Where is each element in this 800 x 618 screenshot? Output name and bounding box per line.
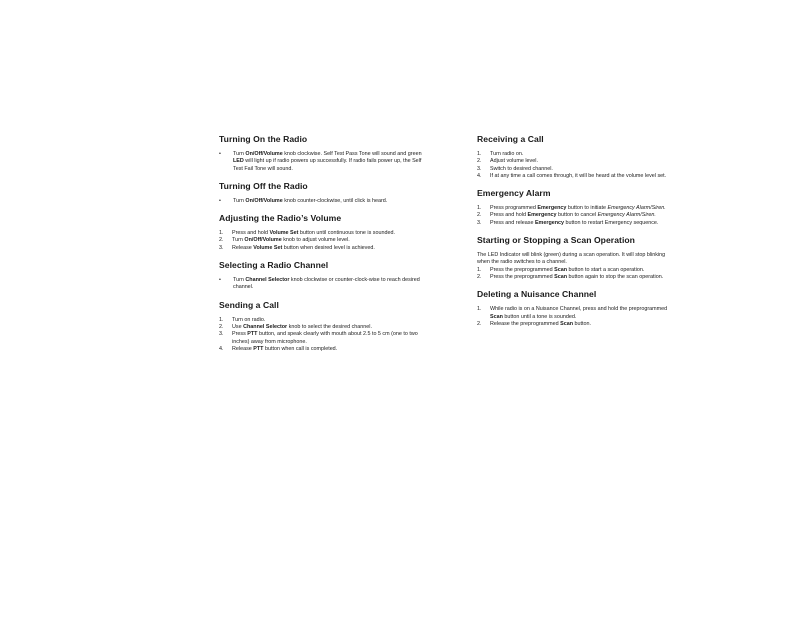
list-item [219, 277, 427, 292]
item-number: 4. [477, 172, 482, 179]
left-column [219, 134, 427, 361]
item-text: knob clockwise or counter-clock-wise to reach desired channel. [233, 277, 420, 291]
item-number: 2. [477, 158, 482, 165]
item-text: Turn [233, 277, 246, 284]
bold-term: Volume Set [253, 244, 283, 251]
list-item [477, 220, 673, 227]
section-selecting-a-radio-channel [219, 260, 427, 292]
item-number: 3. [219, 244, 224, 251]
section-heading: Adjusting the Radio’s Volume [219, 213, 342, 224]
item-number: 1. [477, 205, 482, 212]
numbered-list [477, 151, 673, 180]
bold-term: Channel Selector [245, 277, 290, 284]
item-number: 3. [477, 165, 482, 172]
bullet-icon: • [219, 151, 221, 157]
bold-term: Scan [490, 313, 503, 320]
list-item [219, 317, 427, 324]
item-text: Adjust volume level. [490, 158, 538, 165]
list-item [219, 346, 427, 353]
numbered-list [219, 230, 427, 252]
item-text: button to start a scan operation. [567, 266, 645, 273]
list-item [477, 173, 673, 180]
item-text: Press [232, 331, 248, 338]
item-text: Release [232, 345, 254, 352]
list-item [477, 274, 673, 281]
item-text: button when desired level is achieved. [282, 244, 375, 251]
item-number: 1. [219, 230, 224, 237]
item-text: knob to select the desired channel. [287, 323, 372, 330]
bullet-list [219, 277, 427, 292]
section-deleting-a-nuisance-channel [477, 289, 673, 328]
item-text: button. [573, 320, 591, 327]
item-text: knob counter-clockwise, until click is heard. [282, 197, 388, 204]
item-text: Press and hold [490, 212, 528, 219]
section-emergency-alarm [477, 188, 673, 227]
list-item [219, 324, 427, 331]
list-item [477, 306, 673, 321]
list-item [477, 166, 673, 173]
item-text: Press programmed [490, 205, 538, 212]
section-heading: Sending a Call [219, 299, 279, 310]
italic-term: Emergency Alarm/Siren. [607, 205, 666, 212]
bold-term: Scan [554, 266, 568, 273]
bold-term: Emergency [527, 212, 557, 219]
item-text: button again to stop the scan operation. [567, 273, 664, 280]
list-item [219, 245, 427, 252]
numbered-list [219, 317, 427, 353]
bold-term: On/Off/Volume [245, 151, 283, 157]
section-adjusting-the-radio-s-volume [219, 213, 427, 252]
bold-term: Scan [560, 320, 574, 327]
item-text: Turn on radio. [232, 316, 266, 323]
section-turning-off-the-radio [219, 181, 427, 205]
item-text: knob to adjust volume level. [281, 237, 350, 244]
item-text: button, and speak clearly with mouth about 2.5 to 5 cm (one to two inches) away from microphone. [232, 331, 418, 345]
section-heading: Receiving a Call [477, 134, 544, 144]
bold-term: LED [233, 158, 244, 165]
bold-term: Emergency [534, 219, 565, 226]
item-text: button to restart Emergency sequence. [564, 219, 659, 226]
list-item [477, 321, 673, 328]
section-heading: Starting or Stopping a Scan Operation [477, 235, 635, 246]
item-text: Turn [233, 197, 246, 204]
bold-term: On/Off/Volume [245, 197, 283, 204]
item-number: 4. [219, 345, 224, 352]
item-text: will light up if radio powers up successfully. If radio fails power up, the Self Test Fail Tone will sound. [233, 158, 422, 172]
item-text: Release [232, 244, 254, 251]
item-text: button to initiate [566, 205, 608, 212]
item-number: 2. [477, 273, 482, 280]
item-text: button when call is completed. [263, 345, 338, 352]
item-number: 3. [477, 219, 482, 226]
item-number: 1. [477, 306, 482, 313]
item-text: Turn [232, 237, 245, 244]
bold-term: Scan [554, 273, 568, 280]
item-number: 1. [477, 151, 482, 157]
list-item [219, 230, 427, 237]
bullet-list [219, 151, 427, 173]
list-item [219, 198, 427, 205]
list-item [477, 158, 673, 165]
section-heading: Selecting a Radio Channel [219, 260, 329, 271]
item-number: 2. [219, 323, 224, 330]
bullet-list [219, 198, 427, 205]
list-item [477, 205, 673, 212]
item-text: While radio is on a Nuisance Channel, press and hold the preprogrammed [490, 306, 668, 313]
bold-term: Channel Selector [243, 323, 288, 330]
list-item [477, 212, 673, 219]
item-number: 1. [477, 266, 482, 273]
item-text: button until a tone is sounded. [502, 313, 577, 320]
list-item [477, 151, 673, 158]
item-text: Switch to desired channel. [490, 165, 553, 172]
list-item [477, 267, 673, 274]
section-starting-or-stopping-a-scan-operation [477, 235, 673, 281]
item-text: Turn [233, 151, 246, 157]
item-text: Release the preprogrammed [490, 320, 561, 327]
item-text: Press the preprogrammed [490, 266, 555, 273]
bold-term: Volume Set [269, 230, 299, 237]
bullet-icon: • [219, 277, 221, 284]
item-number: 2. [477, 212, 482, 219]
item-number: 2. [219, 237, 224, 244]
list-item [219, 331, 427, 346]
bold-term: PTT [253, 345, 264, 352]
item-text: Press and hold [232, 230, 270, 237]
bold-term: On/Off/Volume [244, 237, 282, 244]
section-heading: Turning On the Radio [219, 134, 308, 144]
item-text: Turn radio on. [490, 151, 524, 157]
numbered-list [477, 306, 673, 328]
numbered-list [477, 267, 673, 282]
item-text: button to cancel [556, 212, 598, 219]
section-intro: The LED Indicator will blink (green) during a scan operation. It will stop blinking when the radio switches to a channel. [477, 252, 666, 266]
item-text: If at any time a call comes through, it will be heard at the volume level set. [490, 172, 667, 179]
section-receiving-a-call [477, 134, 673, 180]
section-heading: Deleting a Nuisance Channel [477, 289, 597, 300]
section-turning-on-the-radio [219, 134, 427, 173]
item-text: Use [232, 323, 244, 330]
item-text: Press and release [490, 219, 535, 226]
item-number: 1. [219, 316, 224, 323]
bullet-icon: • [219, 197, 221, 204]
section-heading: Emergency Alarm [477, 188, 551, 199]
list-item [219, 151, 427, 173]
list-item [219, 237, 427, 244]
bold-term: Emergency [537, 205, 567, 212]
numbered-list [477, 205, 673, 227]
section-heading: Turning Off the Radio [219, 180, 308, 191]
section-sending-a-call [219, 300, 427, 353]
item-number: 3. [219, 331, 224, 338]
italic-term: Emergency Alarm/Siren. [597, 212, 656, 219]
right-column [477, 134, 673, 336]
bold-term: PTT [247, 331, 258, 338]
item-text: knob clockwise. Self Test Pass Tone will sound and green [282, 151, 422, 157]
item-number: 2. [477, 320, 482, 327]
item-text: button until continuous tone is sounded. [298, 230, 395, 237]
item-text: Press the preprogrammed [490, 273, 555, 280]
